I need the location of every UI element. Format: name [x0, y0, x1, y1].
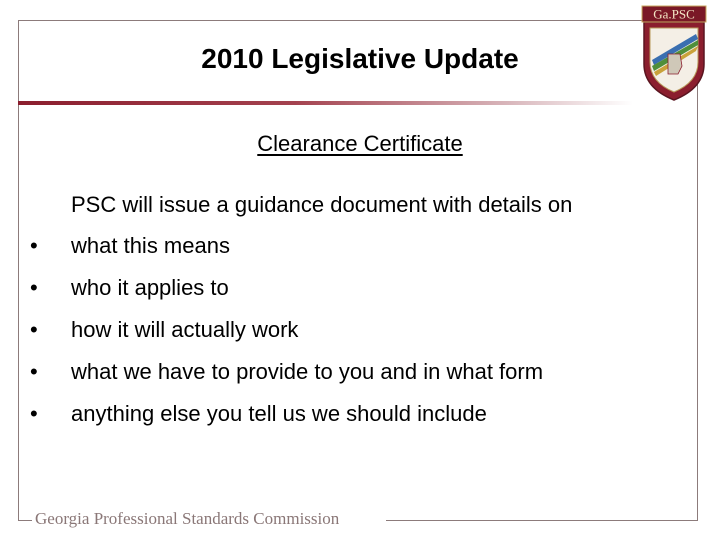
bullet-text: what we have to provide to you and in what form [71, 359, 544, 384]
logo-text: Ga.PSC [653, 6, 695, 22]
bullet-icon: • [30, 317, 38, 342]
slide-frame-left [18, 20, 19, 520]
footer-org-name: Georgia Professional Standards Commission [35, 509, 340, 528]
intro-text: PSC will issue a guidance document with details on [71, 192, 573, 217]
section-heading [0, 131, 720, 157]
bullet-text: how it will actually work [71, 317, 299, 342]
slide-frame-bottom-left [18, 520, 32, 521]
bullet-text: who it applies to [71, 275, 229, 300]
header-divider [18, 101, 633, 105]
bullet-icon: • [30, 401, 38, 426]
bullet-icon: • [30, 275, 38, 300]
section-heading-text: Clearance Certificate [257, 131, 463, 156]
bullet-icon: • [30, 359, 38, 384]
bullet-text: what this means [71, 233, 230, 258]
georgia-map-icon [668, 54, 682, 74]
bullet-icon: • [30, 233, 38, 258]
slide-frame-bottom-right [386, 520, 698, 521]
slide-title: 2010 Legislative Update [201, 43, 519, 74]
ga-psc-logo [638, 4, 710, 104]
slide-frame-top [18, 20, 698, 21]
bullet-text: anything else you tell us we should include [71, 401, 487, 426]
